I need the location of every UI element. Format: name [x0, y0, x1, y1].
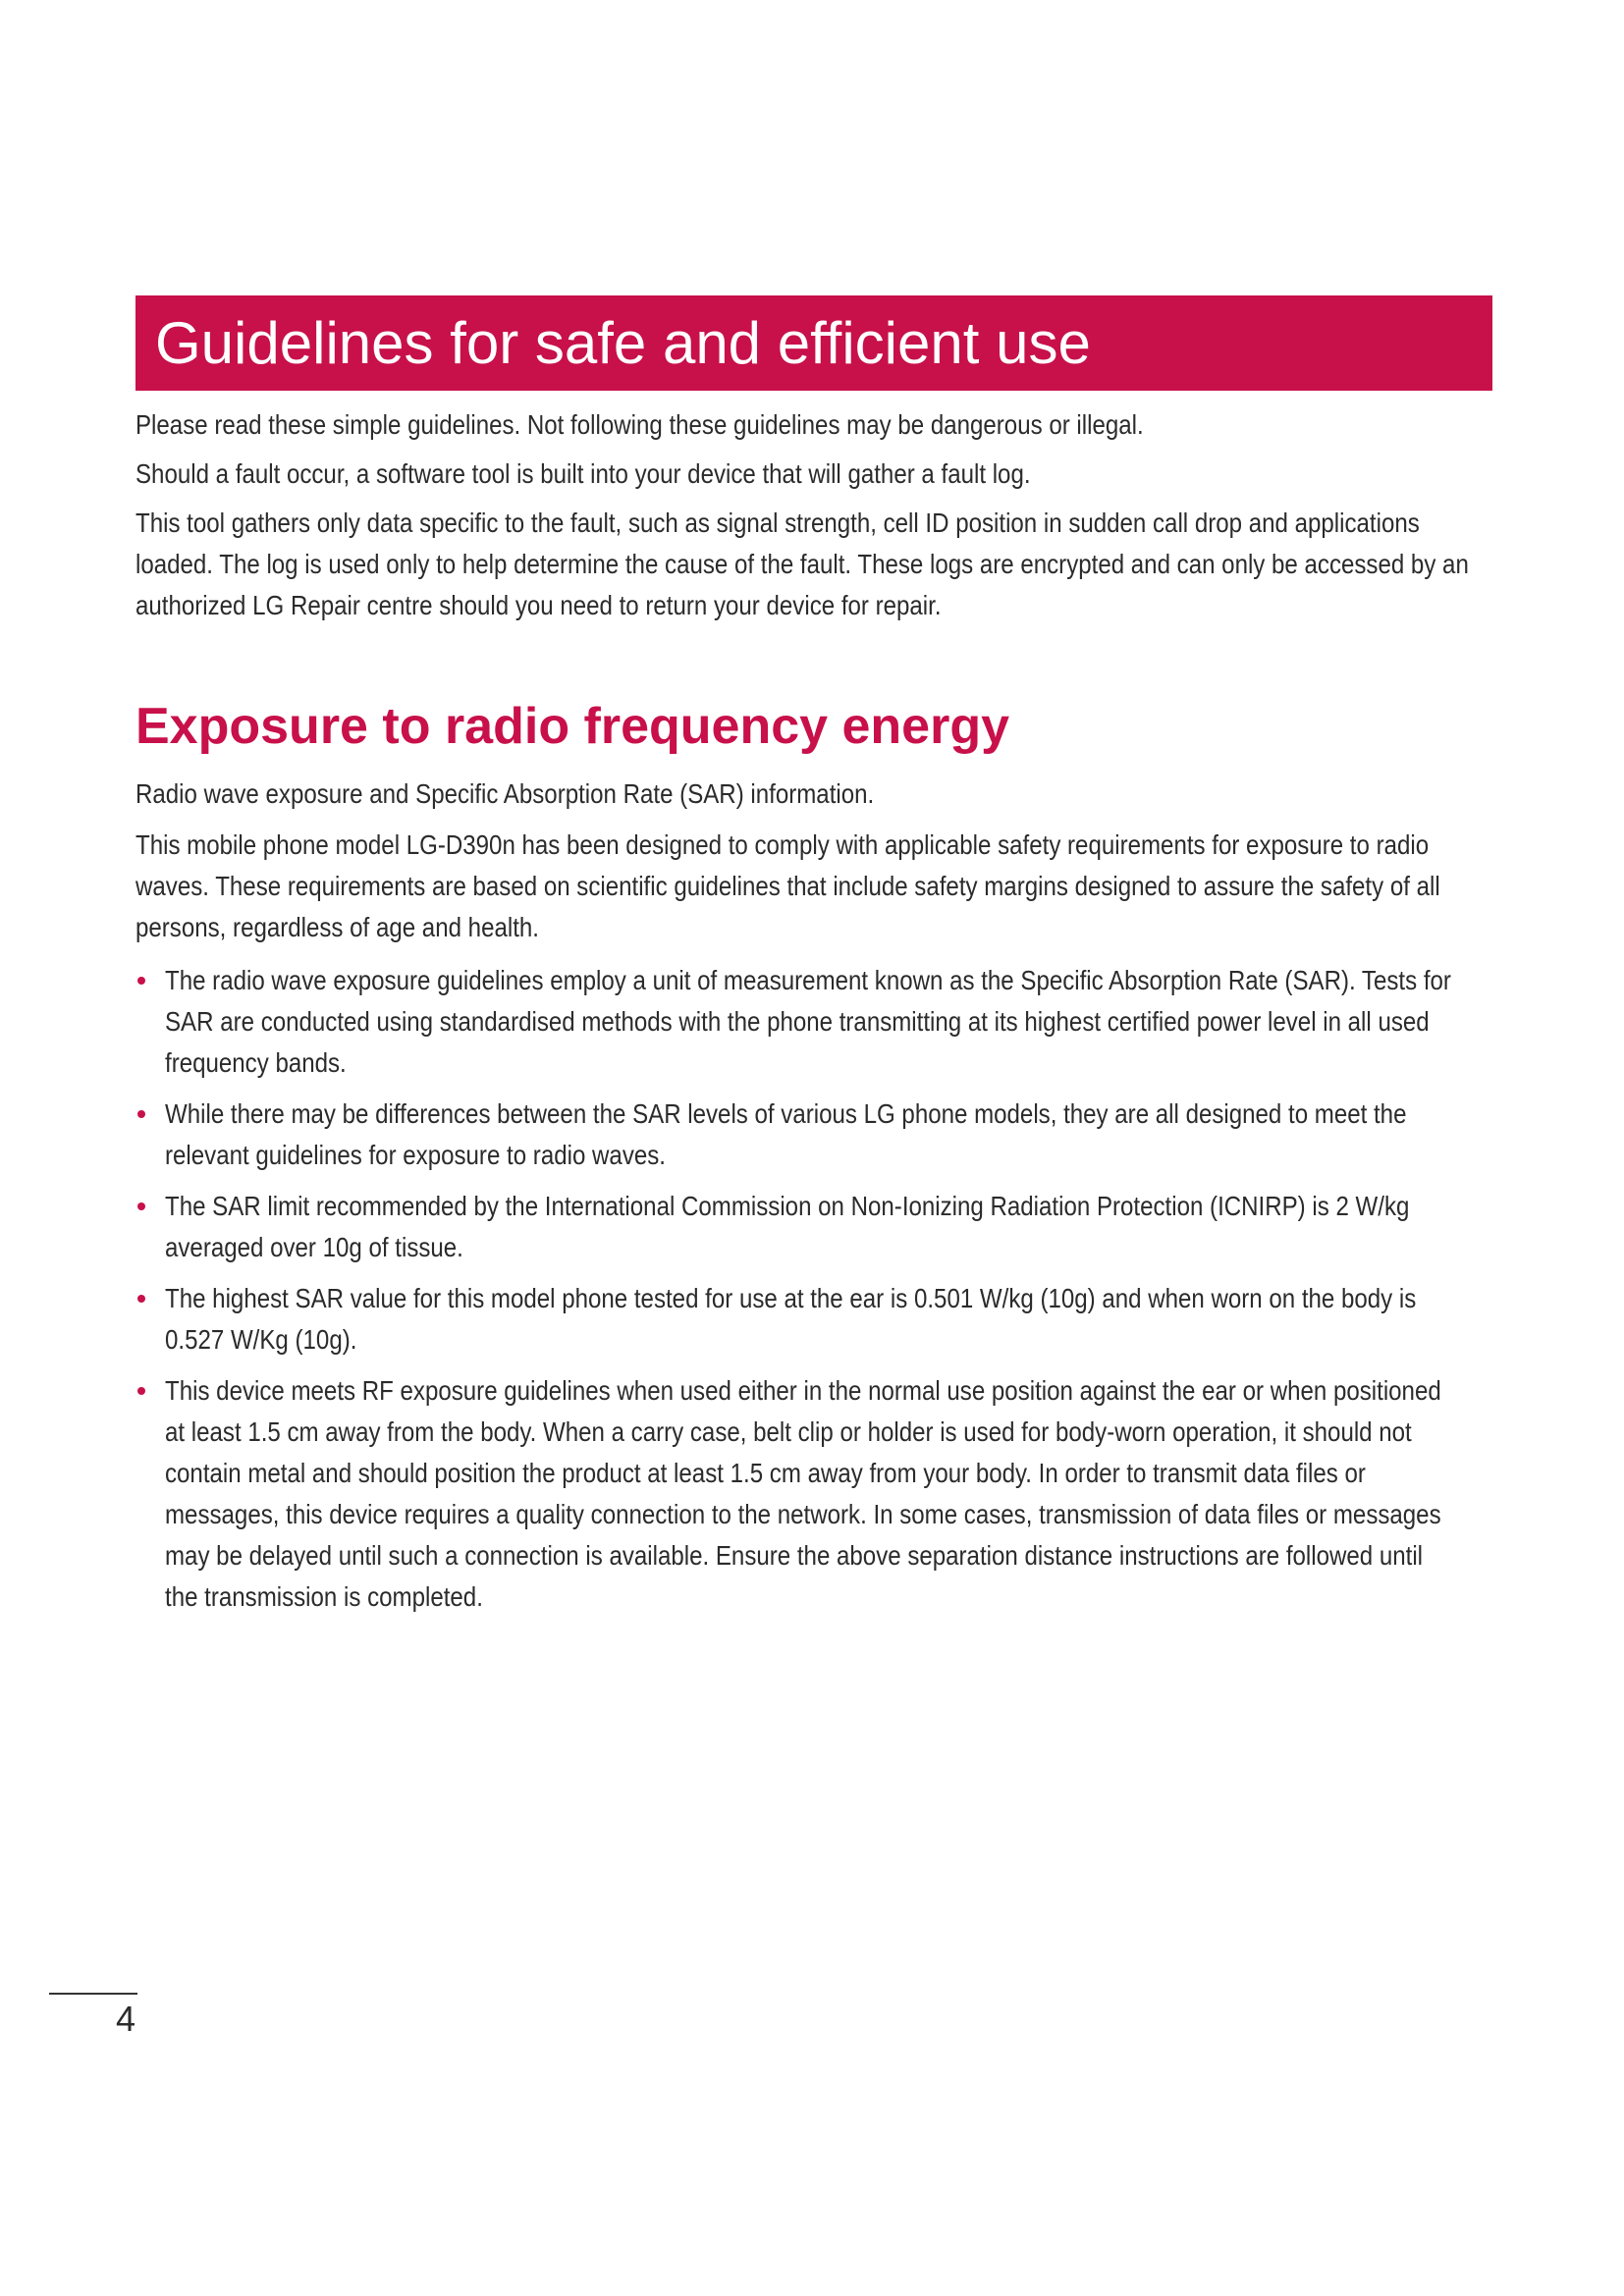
bullet-text: The highest SAR value for this model phone tested for use at the ear is 0.501 W/kg (10g) and when worn on the body is 0.527 W/Kg (10g).	[165, 1283, 1417, 1355]
section-paragraph-1: Radio wave exposure and Specific Absorption Rate (SAR) information.	[135, 778, 875, 809]
list-item	[135, 1370, 1492, 1618]
page-content	[135, 295, 1492, 1628]
bullet-text: The SAR limit recommended by the International Commission on Non-Ionizing Radiation Protection (ICNIRP) is 2 W/kg averaged over 10g of tissue.	[165, 1191, 1410, 1262]
bullet-dot-icon	[137, 1387, 145, 1395]
bullet-dot-icon	[137, 1202, 145, 1210]
intro-block	[135, 404, 1492, 626]
bullet-text: This device meets RF exposure guidelines when used either in the normal use position against the ear or when positioned at least 1.5 cm away from the body. When a carry case, belt clip or holder is used for body-worn operation, it should not contain metal and should position the product at least 1.5 cm away from your body. In order to transmit data files or messages, this device requires a quality connection to the network. In some cases, transmission of data files or messages may be delayed until such a connection is available. Ensure the above separation distance instructions are followed until the transmission is completed.	[165, 1375, 1441, 1612]
footer-divider	[49, 1993, 137, 1995]
section-paragraph-2: This mobile phone model LG-D390n has been designed to comply with applicable safety requirements for exposure to radio waves. These requirements are based on scientific guidelines that include safety margins designed to assure the safety of all persons, regardless of age and health.	[135, 829, 1440, 942]
rf-exposure-section	[135, 695, 1492, 1618]
intro-paragraph-1: Please read these simple guidelines. Not following these guidelines may be dangerous or illegal.	[135, 409, 1144, 440]
bullet-text: While there may be differences between the SAR levels of various LG phone models, they are all designed to meet the relevant guidelines for exposure to radio waves.	[165, 1098, 1407, 1170]
page-number: 4	[116, 1999, 136, 2039]
bullet-text: The radio wave exposure guidelines employ a unit of measurement known as the Specific Absorption Rate (SAR). Tests for SAR are conducted using standardised methods with the phone transmitting at its highest certified power level in all used frequency bands.	[165, 965, 1451, 1078]
title-banner	[135, 295, 1492, 391]
list-item	[135, 1278, 1492, 1361]
page-title: Guidelines for safe and efficient use	[155, 310, 1091, 376]
bullet-dot-icon	[137, 1295, 145, 1303]
sar-bullet-list	[135, 960, 1492, 1618]
section-heading: Exposure to radio frequency energy	[135, 698, 1010, 755]
intro-paragraph-3: This tool gathers only data specific to the fault, such as signal strength, cell ID position in sudden call drop and applications loaded. The log is used only to help determine the cause of the fault. These logs are encrypted and can only be accessed by an authorized LG Repair centre should you need to return your device for repair.	[135, 507, 1469, 620]
bullet-dot-icon	[137, 977, 145, 985]
list-item	[135, 1186, 1492, 1268]
intro-paragraph-2: Should a fault occur, a software tool is built into your device that will gather a fault log.	[135, 458, 1031, 489]
list-item	[135, 960, 1492, 1084]
list-item	[135, 1094, 1492, 1176]
bullet-dot-icon	[137, 1110, 145, 1118]
